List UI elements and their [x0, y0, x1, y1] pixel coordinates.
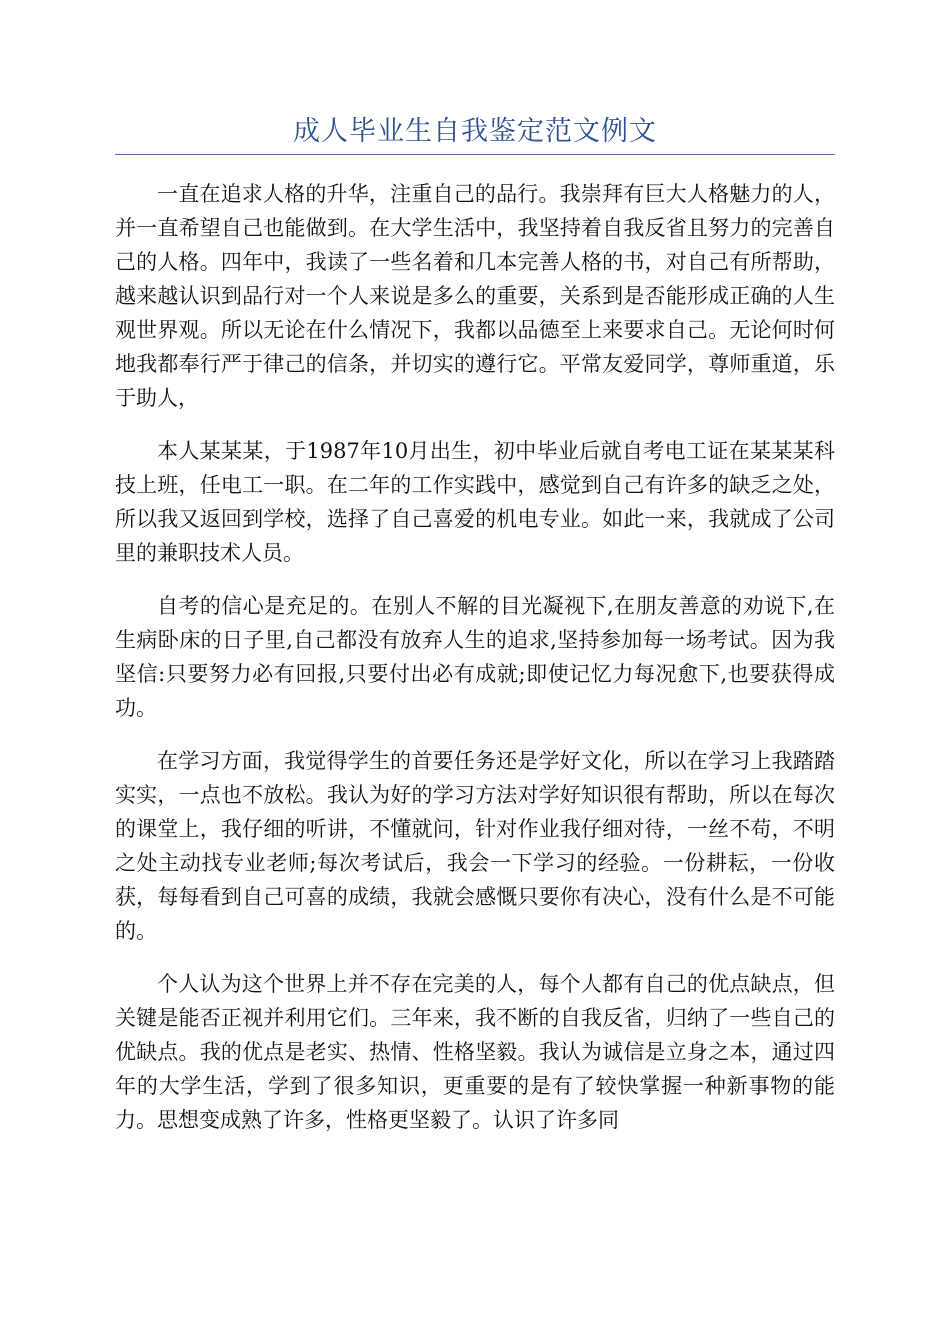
paragraph-5: 个人认为这个世界上并不存在完美的人，每个人都有自己的优点缺点，但关键是能否正视并利用它们。三年来，我不断的自我反省，归纳了一些自己的优缺点。我的优点是老实、热情、性格坚毅。我认为诚信是立身之本，通过四年的大学生活，学到了很多知识，更重要的是有了较快掌握一种新事物的能力。思想变成熟了许多，性格更坚毅了。认识了许多同 [115, 972, 835, 1132]
paragraph-3: 自考的信心是充足的。在别人不解的目光凝视下,在朋友善意的劝说下,在生病卧床的日子里,自己都没有放弃人生的追求,坚持参加每一场考试。因为我坚信:只要努力必有回报,只要付出必有成就;即使记忆力每况愈下,也要获得成功。 [115, 594, 835, 720]
title-underline [115, 154, 835, 155]
paragraph-4: 在学习方面，我觉得学生的首要任务还是学好文化，所以在学习上我踏踏实实，一点也不放松。我认为好的学习方法对学好知识很有帮助，所以在每次的课堂上，我仔细的听讲，不懂就问，针对作业我仔细对待，一丝不苟，不明之处主动找专业老师;每次考试后，我会一下学习的经验。一份耕耘，一份收获，每每看到自己可喜的成绩，我就会感慨只要你有决心，没有什么是不可能的。 [115, 749, 835, 943]
document-body [115, 177, 835, 1156]
paragraph-1: 一直在追求人格的升华，注重自己的品行。我崇拜有巨大人格魅力的人，并一直希望自己也能做到。在大学生活中，我坚持着自我反省且努力的完善自己的人格。四年中，我读了一些名着和几本完善人格的书，对自己有所帮助，越来越认识到品行对一个人来说是多么的重要，关系到是否能形成正确的人生观世界观。所以无论在什么情况下，我都以品德至上来要求自己。无论何时何地我都奉行严于律己的信条，并切实的遵行它。平常友爱同学，尊师重道，乐于助人， [115, 182, 835, 410]
document-title: 成人毕业生自我鉴定范文例文 [293, 116, 657, 147]
paragraph-2: 本人某某某，于1987年10月出生，初中毕业后就自考电工证在某某某科技上班，任电工一职。在二年的工作实践中，感觉到自己有许多的缺乏之处，所以我又返回到学校，选择了自己喜爱的机电专业。如此一来，我就成了公司里的兼职技术人员。 [115, 439, 835, 565]
